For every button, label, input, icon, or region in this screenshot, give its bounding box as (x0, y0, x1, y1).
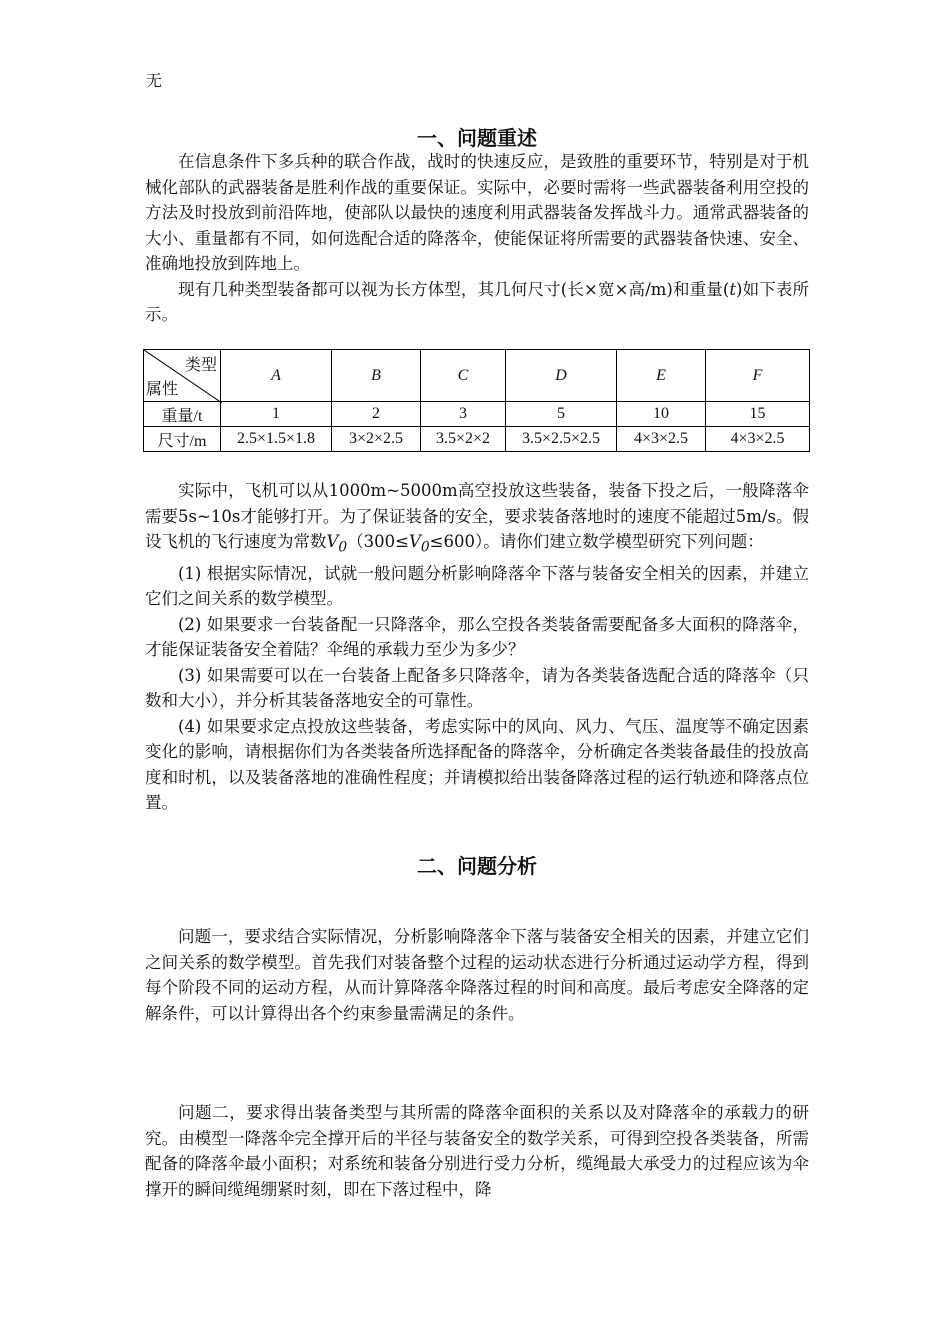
table-cell: 2 (332, 402, 421, 427)
section2-para1-text: 问题一，要求结合实际情况，分析影响降落伞下落与装备安全相关的因素，并建立它们之间关系的数学模型。首先我们对装备整个过程的运动状态进行分析通过运动学方程，得到每个阶段不同的运动方程，从而计算降落伞降落过程的时间和高度。最后考虑安全降落的定解条件，可以计算得出各个约束参量需满足的条件。 (145, 927, 809, 1023)
row-label-weight: 重量/t (144, 402, 221, 427)
col-header-b: B (332, 350, 421, 402)
table-cell: 15 (706, 402, 810, 427)
table-row (144, 402, 810, 427)
para3-v-2: V (409, 532, 421, 551)
question-2: (2) 如果要求一台装备配一只降落伞，那么空投各类装备需要配备多大面积的降落伞，才能保证装备安全着陆？伞绳的承载力至少为多少？ (145, 614, 809, 660)
section2-para1 (145, 924, 809, 1026)
table-cell: 2.5×1.5×1.8 (221, 427, 332, 452)
header-mark: 无 (146, 71, 163, 90)
table-cell: 1 (221, 402, 332, 427)
section1-title: 一、问题重述 (417, 126, 537, 150)
table-cell: 5 (506, 402, 617, 427)
para3-sub-2: 0 (420, 539, 430, 556)
table-cell: 3×2×2.5 (332, 427, 421, 452)
section2-para2 (145, 1100, 809, 1202)
table-cell: 3.5×2×2 (421, 427, 506, 452)
section2-para2-text: 问题二，要求得出装备类型与其所需的降落伞面积的关系以及对降落伞的承载力的研究。由模型一降落伞完全撑开后的半径与装备安全的数学关系，可得到空投各类装备，所需配备的降落伞最小面积；对系统和装备分别进行受力分析，缆绳最大承受力的过程应该为伞撑开的瞬间缆绳绷紧时刻，即在下落过程中，降 (145, 1103, 809, 1199)
table-cell: 10 (617, 402, 706, 427)
row-label-size: 尺寸/m (144, 427, 221, 452)
section1-para1: 在信息条件下多兵种的联合作战，战时的快速反应，是致胜的重要环节，特别是对于机械化部队的武器装备是胜利作战的重要保证。实际中，必要时需将一些武器装备利用空投的方法及时投放到前沿阵地，使部队以最快的速度利用武器装备发挥战斗力。通常武器装备的大小、重量都有不同，如何选配合适的降落伞，使能保证将所需要的武器装备快速、安全、准确地投放到阵地上。 (145, 152, 809, 273)
col-header-e: E (617, 350, 706, 402)
para3-text-c: ≤600）。请你们建立数学模型研究下列问题： (429, 532, 764, 551)
col-header-f: F (706, 350, 810, 402)
section2-title: 二、问题分析 (417, 854, 537, 878)
header-attr-label: 属性 (146, 381, 179, 398)
question-1: (1) 根据实际情况，试就一般问题分析影响降落伞下落与装备安全相关的因素，并建立它们之间关系的数学模型。 (145, 563, 809, 609)
col-header-c: C (421, 350, 506, 402)
para3-v0 (326, 532, 348, 556)
para3-v0-2 (409, 532, 430, 556)
table-corner-cell (144, 350, 221, 402)
section1-para2 (145, 277, 809, 328)
table-header-row (144, 350, 810, 402)
section1-body-continued (145, 478, 809, 816)
para3-sub: 0 (338, 539, 348, 556)
para3-text-b: （300≤ (347, 532, 409, 551)
section1-body (145, 149, 809, 328)
equipment-table (143, 349, 810, 452)
question-3: (3) 如果需要可以在一台装备上配备多只降落伞，请为各类装备选配合适的降落伞（只数和大小），并分析其装备落地安全的可靠性。 (145, 665, 809, 711)
table-cell: 3.5×2.5×2.5 (506, 427, 617, 452)
question-4: (4) 如果要求定点投放这些装备，考虑实际中的风向、风力、气压、温度等不确定因素变化的影响，请根据你们为各类装备所选择配备的降落伞，分析确定各类装备最佳的投放高度和时机，以及装备落地的准确性程度；并请模拟给出装备降落过程的运行轨迹和降落点位置。 (145, 716, 809, 813)
para2-text-b: )如下表所示。 (145, 279, 810, 324)
table-cell: 3 (421, 402, 506, 427)
para2-var: t (729, 279, 736, 299)
para3-text-a: 实际中，飞机可以从1000m~5000m高空投放这些装备，装备下投之后，一般降落伞需要5s~10s才能够打开。为了保证装备的安全，要求装备落地时的速度不能超过5m/s。假设飞机的飞行速度为常数 (145, 481, 809, 551)
section1-para3 (145, 478, 809, 561)
col-header-d: D (506, 350, 617, 402)
table-row (144, 427, 810, 452)
header-type-label: 类型 (184, 357, 217, 374)
para2-text-a: 现有几种类型装备都可以视为长方体型，其几何尺寸(长×宽×高/m)和重量( (178, 279, 730, 299)
col-header-a: A (221, 350, 332, 402)
para3-v: V (326, 532, 339, 551)
table-cell: 4×3×2.5 (706, 427, 810, 452)
table-cell: 4×3×2.5 (617, 427, 706, 452)
